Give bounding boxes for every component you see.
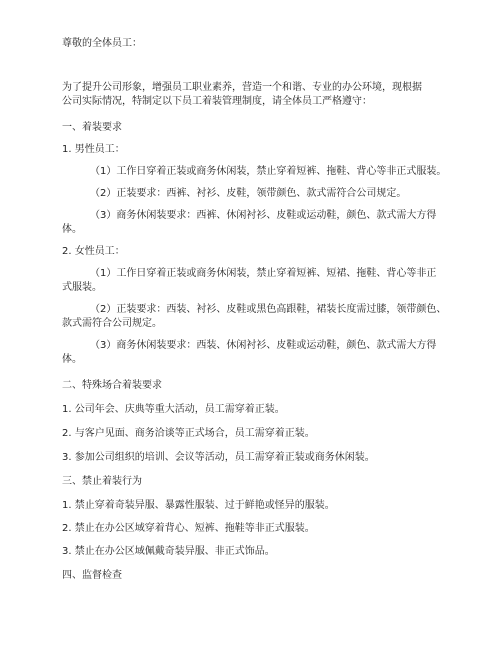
female-item-3-line-2: 体。 [62, 354, 82, 365]
subheading-male-staff: 1. 男性员工： [62, 144, 125, 155]
male-item-2: （2）正装要求：西裤、衬衫、皮鞋，领带颜色、款式需符合公司规定。 [90, 188, 407, 199]
section-heading-dress-requirements: 一、着装要求 [62, 122, 122, 133]
greeting: 尊敬的全体员工： [62, 38, 142, 49]
subheading-female-staff: 2. 女性员工： [62, 246, 125, 257]
section-heading-special-occasions: 二、特殊场合着装要求 [62, 380, 162, 391]
male-item-3-line-1: （3）商务休闲装要求：西裤、休闲衬衫、皮鞋或运动鞋，颜色、款式需大方得 [90, 210, 437, 221]
male-item-1: （1）工作日穿着正装或商务休闲装，禁止穿着短裤、拖鞋、背心等非正式服装。 [90, 166, 447, 177]
prohibited-item-1: 1. 禁止穿着奇装异服、暴露性服装、过于鲜艳或怪异的服装。 [62, 500, 335, 511]
special-occasion-item-3: 3. 参加公司组织的培训、会议等活动，员工需穿着正装或商务休闲装。 [62, 452, 375, 463]
section-heading-prohibited-attire: 三、禁止着装行为 [62, 476, 142, 487]
prohibited-item-2: 2. 禁止在办公区域穿着背心、短裤、拖鞋等非正式服装。 [62, 523, 315, 534]
female-item-2-line-1: （2）正装要求：西装、衬衫、皮鞋或黑色高跟鞋，裙装长度需过膝，领带颜色、 [90, 304, 447, 315]
female-item-2-line-2: 款式需符合公司规定。 [62, 318, 162, 329]
prohibited-item-3: 3. 禁止在办公区域佩戴奇装异服、非正式饰品。 [62, 546, 275, 557]
special-occasion-item-1: 1. 公司年会、庆典等重大活动，员工需穿着正装。 [62, 404, 285, 415]
section-heading-supervision: 四、监督检查 [62, 570, 122, 581]
intro-line-1: 为了提升公司形象，增强员工职业素养，营造一个和谐、专业的办公环境，现根据 [62, 82, 422, 93]
male-item-3-line-2: 体。 [62, 224, 82, 235]
female-item-1-line-2: 式服装。 [62, 282, 102, 293]
special-occasion-item-2: 2. 与客户见面、商务洽谈等正式场合，员工需穿着正装。 [62, 428, 315, 439]
female-item-3-line-1: （3）商务休闲装要求：西装、休闲衬衫、皮鞋或运动鞋，颜色、款式需大方得 [90, 340, 437, 351]
female-item-1-line-1: （1）工作日穿着正装或商务休闲装，禁止穿着短裤、短裙、拖鞋、背心等非正 [90, 268, 437, 279]
intro-line-2: 公司实际情况，特制定以下员工着装管理制度，请全体员工严格遵守： [62, 96, 372, 107]
